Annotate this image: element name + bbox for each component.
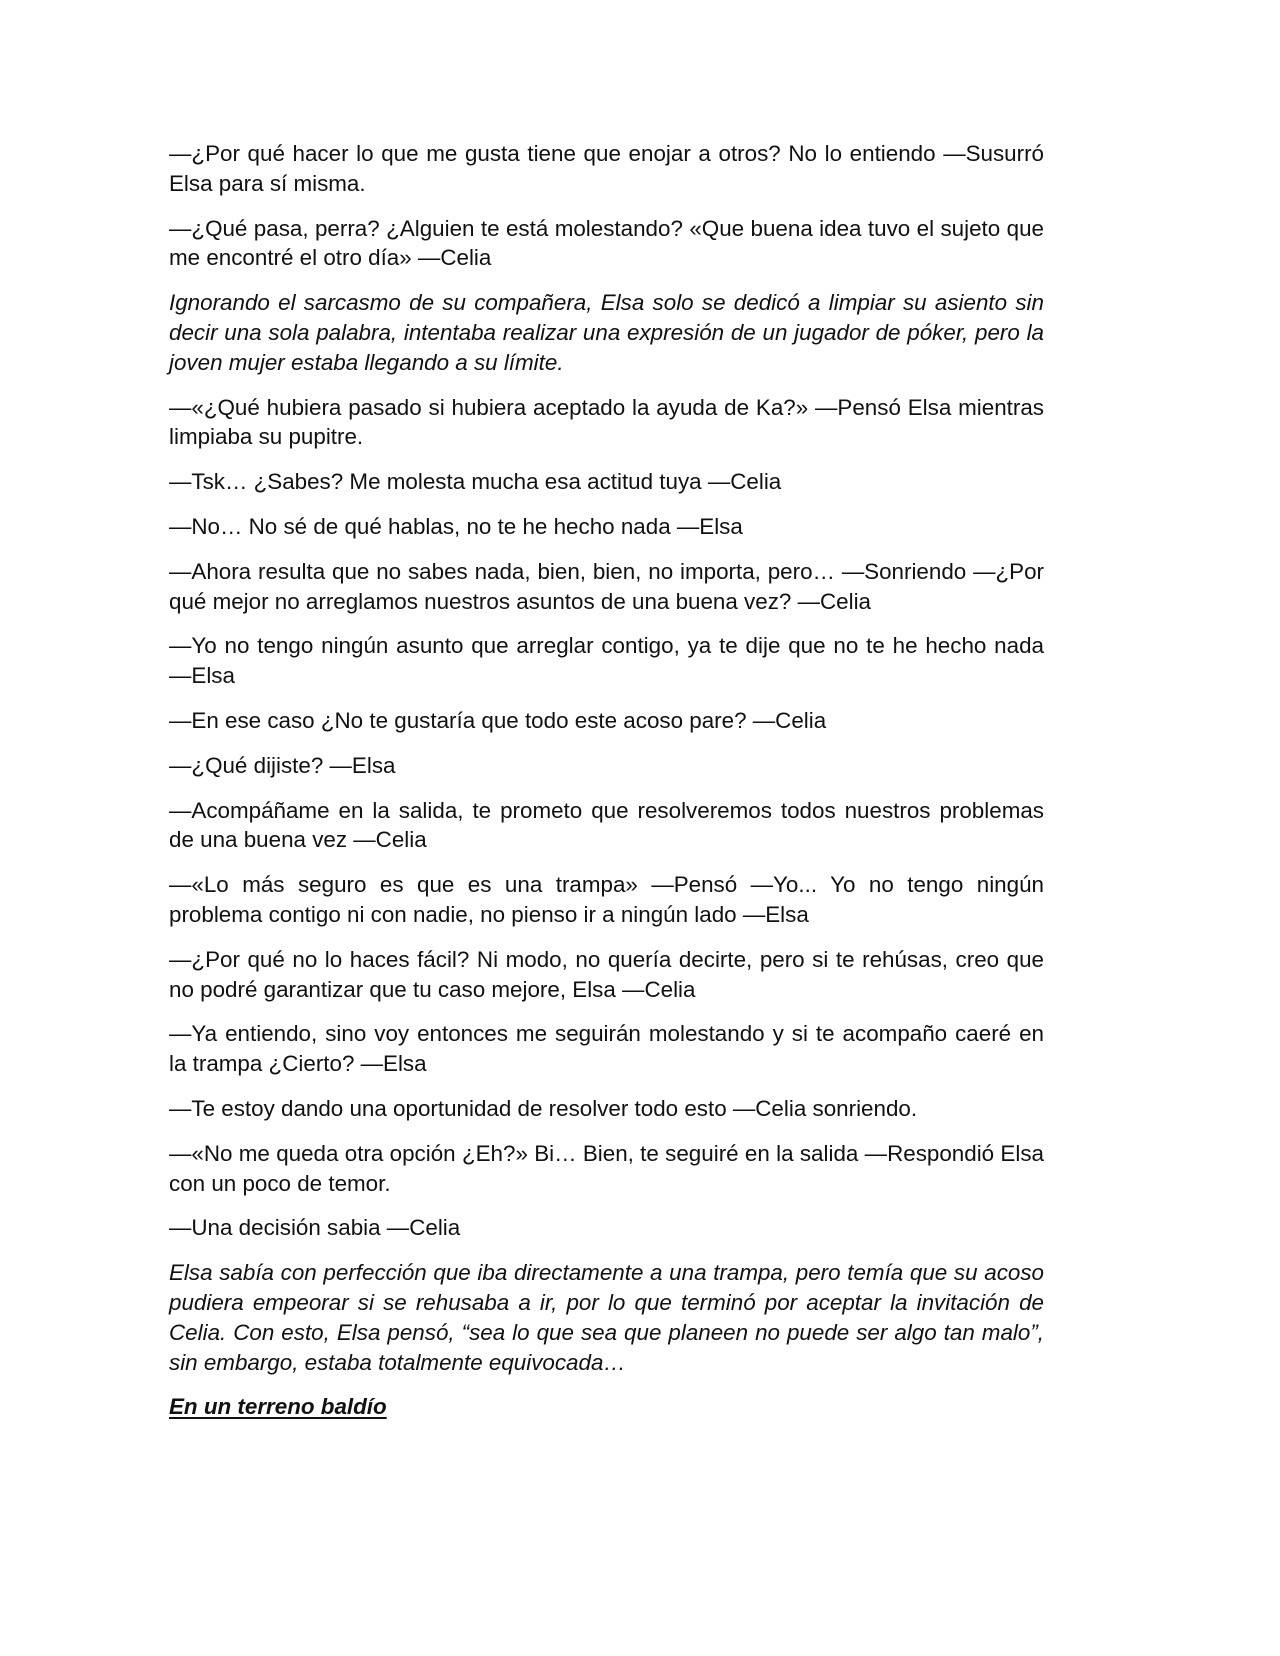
- narration-paragraph: Ignorando el sarcasmo de su compañera, Elsa solo se dedicó a limpiar su asiento sin decir una sola palabra, intentaba realizar una expresión de un jugador de póker, pero la joven mujer estaba llegando a su límite.: [169, 290, 1044, 375]
- dialogue-paragraph: —¿Por qué no lo haces fácil? Ni modo, no quería decirte, pero si te rehúsas, creo que no podré garantizar que tu caso mejore, Elsa —Celia: [169, 946, 1044, 1002]
- dialogue-paragraph: —«Lo más seguro es que es una trampa» —Pensó —Yo... Yo no tengo ningún problema contigo ni con nadie, no pienso ir a ningún lado —Elsa: [169, 872, 1044, 927]
- dialogue-paragraph: —¿Por qué hacer lo que me gusta tiene que enojar a otros? No lo entiendo —Susurró Elsa para sí misma.: [169, 141, 1044, 196]
- dialogue-paragraph: —En ese caso ¿No te gustaría que todo este acoso pare? —Celia: [169, 707, 827, 733]
- dialogue-paragraph: —No… No sé de qué hablas, no te he hecho nada —Elsa: [169, 513, 743, 539]
- document-page: [169, 139, 1044, 1422]
- dialogue-paragraph: —Una decisión sabia —Celia: [169, 1215, 461, 1241]
- dialogue-paragraph: —¿Qué pasa, perra? ¿Alguien te está molestando? «Que buena idea tuvo el sujeto que me encontré el otro día» —Celia: [169, 215, 1044, 271]
- dialogue-paragraph: —Acompáñame en la salida, te prometo que resolveremos todos nuestros problemas de una buena vez —Celia: [169, 797, 1044, 853]
- dialogue-paragraph: —Ya entiendo, sino voy entonces me seguirán molestando y si te acompaño caeré en la trampa ¿Cierto? —Elsa: [169, 1021, 1044, 1077]
- dialogue-paragraph: —Tsk… ¿Sabes? Me molesta mucha esa actitud tuya —Celia: [169, 469, 782, 495]
- dialogue-paragraph: —«No me queda otra opción ¿Eh?» Bi… Bien, te seguiré en la salida —Respondió Elsa con un poco de temor.: [169, 1140, 1044, 1196]
- section-heading: En un terreno baldío: [169, 1394, 387, 1420]
- dialogue-paragraph: —«¿Qué hubiera pasado si hubiera aceptado la ayuda de Ka?» —Pensó Elsa mientras limpiaba su pupitre.: [169, 394, 1044, 450]
- dialogue-paragraph: —Ahora resulta que no sabes nada, bien, bien, no importa, pero… —Sonriendo —¿Por qué mejor no arreglamos nuestros asuntos de una buena vez? —Celia: [169, 558, 1044, 614]
- dialogue-paragraph: —Te estoy dando una oportunidad de resolver todo esto —Celia sonriendo.: [169, 1095, 918, 1121]
- dialogue-paragraph: —¿Qué dijiste? —Elsa: [169, 752, 396, 778]
- dialogue-paragraph: —Yo no tengo ningún asunto que arreglar contigo, ya te dije que no te he hecho nada —Elsa: [169, 633, 1044, 689]
- narration-paragraph: Elsa sabía con perfección que iba directamente a una trampa, pero temía que su acoso pudiera empeorar si se rehusaba a ir, por lo que terminó por aceptar la invitación de Celia. Con esto, Elsa pensó, “sea lo que sea que planeen no puede ser algo tan malo”, sin embargo, estaba totalmente equivocada…: [169, 1260, 1044, 1375]
